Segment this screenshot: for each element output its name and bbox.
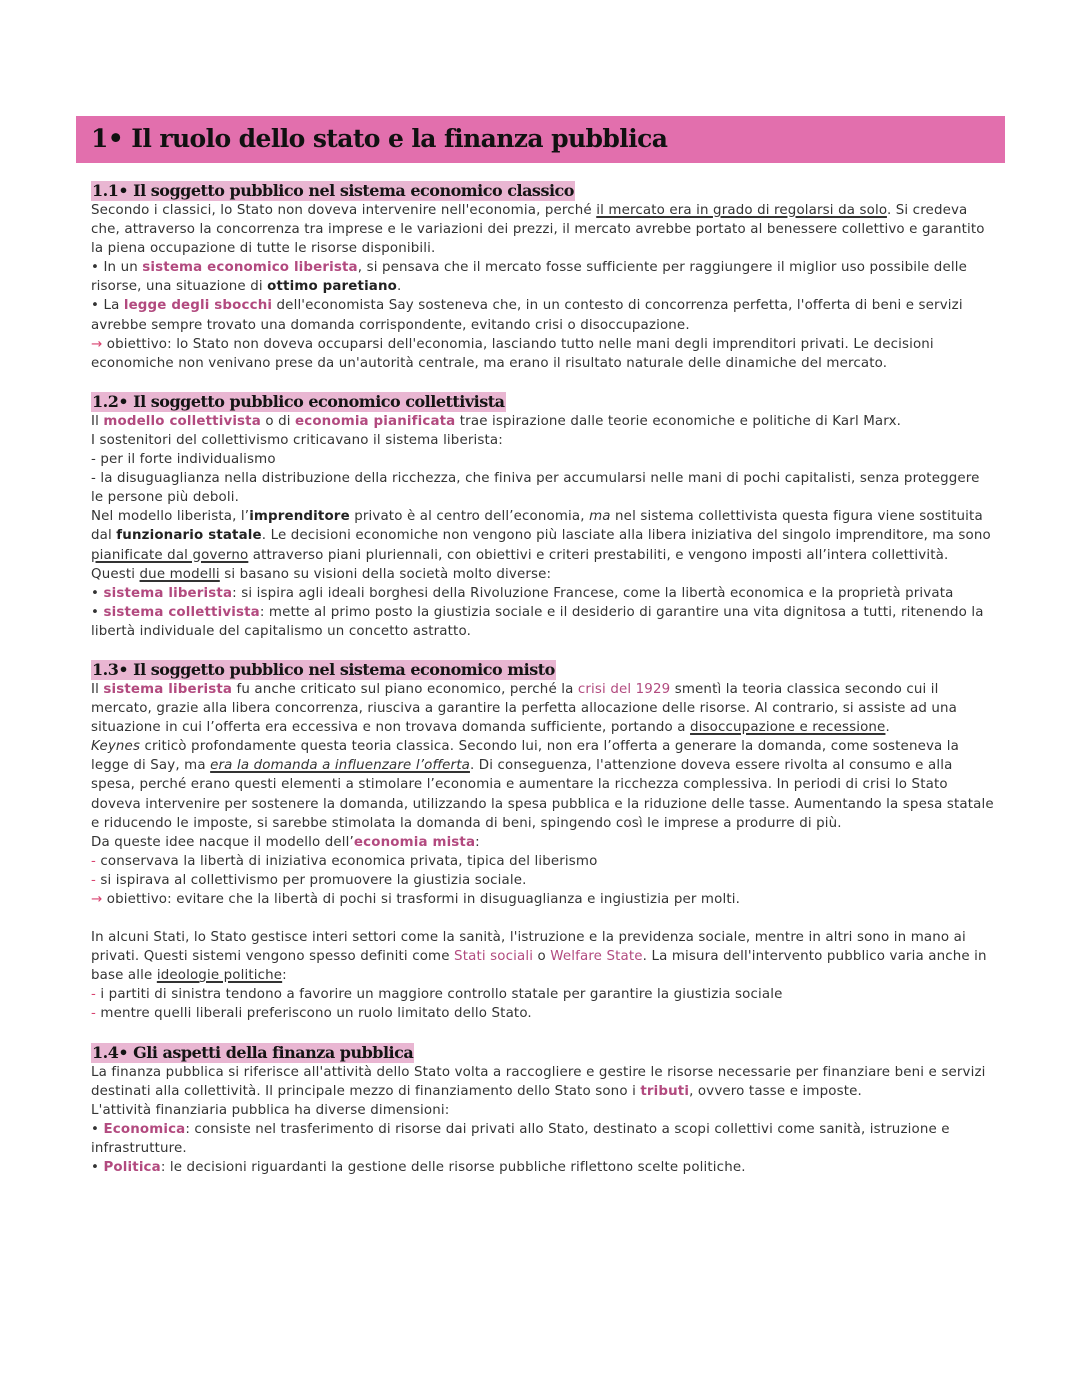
- text-run: • In un: [91, 260, 143, 276]
- text-run: In alcuni Stati, lo Stato gestisce interi settori come la sanità, l'istruzione e la previdenza sociale, mentre in altri sono in mano ai privati. Questi sistemi vengono spesso definiti come: [91, 930, 966, 965]
- key-term: modello collettivista: [103, 413, 261, 429]
- underlined-text: ideologie politiche: [156, 968, 283, 984]
- text-run: o di: [260, 413, 296, 429]
- section-1-4: [76, 1043, 1005, 1178]
- paragraph: [91, 985, 995, 1004]
- text-run: Il: [91, 413, 104, 429]
- text-run: nel sistema collettivista questa figura viene sostituita dal: [91, 509, 983, 544]
- paragraph: [91, 296, 995, 334]
- paragraph: [91, 871, 995, 890]
- list-marker: →: [91, 336, 103, 352]
- text-run: •: [91, 604, 104, 620]
- paragraph: [91, 412, 995, 431]
- text-run: • La: [91, 298, 124, 314]
- text-run: obiettivo: evitare che la libertà di pochi si trasformi in disuguaglianza e ingiustizia per molti.: [102, 892, 741, 907]
- italic-text: ma: [589, 509, 611, 525]
- text-run: Il: [91, 681, 104, 697]
- text-run: si ispirava al collettivismo per promuovere la giustizia sociale.: [95, 872, 527, 888]
- paragraph: [91, 450, 995, 469]
- document-page: [76, 116, 1005, 1196]
- key-term: Economica: [103, 1121, 186, 1137]
- key-term: economia pianificata: [295, 413, 456, 429]
- paragraph: [91, 852, 995, 871]
- paragraph: [91, 1120, 995, 1158]
- text-run: L'attività finanziaria pubblica ha diverse dimensioni:: [91, 1102, 450, 1118]
- text-run: dell'economista Say sosteneva che, in un contesto di concorrenza perfetta, l'offerta di beni e servizi avrebbe sempre trovato una domanda corrispondente, evitando crisi o disoccupazione.: [91, 298, 963, 333]
- text-run: : consiste nel trasferimento di risorse dai privati allo Stato, destinato a scopi collettivi come sanità, istruzione e infrastrutture.: [91, 1121, 950, 1156]
- section-body: [91, 412, 995, 641]
- paragraph: [91, 201, 995, 258]
- paragraph: [91, 565, 995, 584]
- key-term: tributi: [640, 1083, 690, 1099]
- section-body: [91, 201, 995, 373]
- section-1-1: [76, 181, 1005, 373]
- section-body: [91, 1063, 995, 1178]
- chapter-title: 1• Il ruolo dello stato e la finanza pubblica: [91, 124, 668, 153]
- section-heading: 1.4• Gli aspetti della finanza pubblica: [92, 1042, 414, 1062]
- paragraph: [91, 507, 995, 564]
- text-run: . La misura dell'intervento pubblico varia anche in base alle: [91, 949, 987, 984]
- paragraph: [91, 1158, 995, 1177]
- underlined-text: il mercato era in grado di regolarsi da solo: [596, 203, 887, 218]
- text-run: , si pensava che il mercato fosse sufficiente per raggiungere il miglior uso possibile delle risorse, una situazione di: [91, 260, 967, 295]
- paragraph: [91, 584, 995, 603]
- list-marker: -: [91, 987, 96, 1003]
- text-run: .: [885, 720, 890, 736]
- list-marker: -: [91, 872, 96, 888]
- text-run: . Si credeva che, attraverso la concorrenza tra imprese e le variazioni dei prezzi, il mercato avrebbe portato al benessere collettivo e garantito la piena occupazione di tutte le risorse disponibili.: [91, 203, 985, 257]
- section-body: [91, 680, 995, 1024]
- text-run: . Le decisioni economiche non vengono più lasciate alla libera iniziativa del singolo imprenditore, ma sono: [261, 528, 991, 544]
- text-run: fu anche criticato sul piano economico, perché la: [232, 681, 578, 697]
- underlined-text: pianificate dal governo: [91, 547, 249, 563]
- text-run: attraverso piani pluriennali, con obiettivi e criteri prestabiliti, e vengono imposti all’intera collettività.: [248, 547, 949, 563]
- text-run: Questi: [91, 566, 140, 582]
- text-run: Secondo i classici, lo Stato non doveva intervenire nell'economia, perché: [91, 203, 597, 218]
- italic-text: Keynes: [91, 739, 141, 755]
- key-term: legge degli sbocchi: [123, 298, 273, 314]
- paragraph: [91, 431, 995, 450]
- text-run: i partiti di sinistra tendono a favorire un maggiore controllo statale per garantire la giustizia sociale: [95, 987, 783, 1003]
- text-run: : si ispira agli ideali borghesi della Rivoluzione Francese, come la libertà economica e la proprietà privata: [232, 585, 954, 601]
- text-run: , ovvero tasse e imposte.: [689, 1083, 862, 1099]
- text-run: Nel modello liberista, l’: [91, 509, 250, 525]
- section-heading: 1.1• Il soggetto pubblico nel sistema economico classico: [92, 181, 574, 200]
- text-run: : mette al primo posto la giustizia sociale e il desiderio di garantire una vita dignitosa a tutti, ritenendo la libertà individuale del capitalismo un concetto astratto.: [91, 604, 984, 639]
- key-term: economia mista: [353, 834, 476, 850]
- list-marker: →: [91, 892, 103, 907]
- text-run: - la disuguaglianza nella distribuzione della ricchezza, che finiva per accumularsi nelle mani di pochi capitalisti, senza proteggere le persone più deboli.: [91, 471, 980, 506]
- bold-term: imprenditore: [249, 509, 350, 525]
- bold-term: funzionario statale: [116, 528, 262, 544]
- paragraph: [91, 737, 995, 832]
- paragraph: [91, 603, 995, 641]
- paragraph: [91, 469, 995, 507]
- key-term: Politica: [103, 1160, 161, 1176]
- underlined-italic-text: era la domanda a influenzare l’offerta: [210, 758, 470, 774]
- paragraph: [91, 1004, 995, 1023]
- section-heading: 1.2• Il soggetto pubblico economico collettivista: [92, 391, 505, 411]
- text-run: La finanza pubblica si riferisce all'attività dello Stato volta a raccogliere e gestire le risorse necessarie per finanziare beni e servizi destinati alla collettività. Il principale mezzo di finanziamento dello Stato sono i: [91, 1064, 986, 1099]
- text-run: :: [282, 968, 287, 984]
- list-marker: -: [91, 853, 96, 869]
- text-run: Da queste idee nacque il modello dell’: [91, 834, 354, 850]
- key-term: sistema economico liberista: [142, 260, 358, 276]
- text-run: .: [397, 279, 402, 295]
- key-term: crisi del 1929: [577, 681, 671, 697]
- paragraph: [91, 258, 995, 296]
- text-run: •: [91, 1160, 104, 1176]
- paragraph-spacer: [91, 909, 995, 928]
- paragraph: [91, 1101, 995, 1120]
- chapter-title-bar: [76, 116, 1005, 163]
- text-run: conservava la libertà di iniziativa economica privata, tipica del liberismo: [95, 853, 598, 869]
- bold-term: ottimo paretiano: [267, 279, 398, 295]
- text-run: smentì la teoria classica secondo cui il mercato, grazie alla libera concorrenza, riusciva a garantire la perfetta allocazione delle risorse. Al contrario, si assiste ad una situazione in cui l’offerta era eccessiva e non trovava domanda sufficiente, portando a: [91, 681, 958, 736]
- text-run: •: [91, 1121, 104, 1137]
- section-1-2: [76, 392, 1005, 641]
- underlined-text: disoccupazione e recessione: [690, 720, 886, 736]
- paragraph: [91, 833, 995, 852]
- text-run: trae ispirazione dalle teorie economiche e politiche di Karl Marx.: [455, 413, 902, 429]
- text-run: o: [533, 949, 551, 965]
- section-heading: 1.3• Il soggetto pubblico nel sistema economico misto: [92, 659, 555, 679]
- paragraph: [91, 335, 995, 373]
- text-run: : le decisioni riguardanti la gestione delle risorse pubbliche riflettono scelte politiche.: [160, 1160, 746, 1176]
- text-run: . Di conseguenza, l'attenzione doveva essere rivolta al consumo e alla spesa, perché erano questi elementi a stimolare l’economia e aumentare la ricchezza complessiva. In periodi di crisi lo Stato doveva intervenire per sostenere la domanda, utilizzando la spesa pubblica e la riduzione delle tasse. Aumentando la spesa statale e riducendo le imposte, si sarebbe stimolata la domanda di beni, spingendo così le imprese a produrre di più.: [91, 758, 994, 831]
- text-run: I sostenitori del collettivismo criticavano il sistema liberista:: [91, 432, 503, 448]
- text-run: si basano su visioni della società molto diverse:: [219, 566, 552, 582]
- paragraph: [91, 928, 995, 985]
- text-run: - per il forte individualismo: [91, 452, 276, 468]
- key-term: Stati sociali: [454, 949, 534, 965]
- text-run: criticò profondamente questa teoria classica. Secondo lui, non era l’offerta a generare la domanda, come sosteneva la legge di Say, ma: [91, 739, 960, 774]
- underlined-text: due modelli: [139, 566, 220, 582]
- text-run: :: [475, 834, 480, 850]
- list-marker: -: [91, 1006, 96, 1022]
- key-term: sistema liberista: [103, 681, 233, 697]
- text-run: privato è al centro dell’economia,: [349, 509, 590, 525]
- section-1-3: [76, 660, 1005, 1024]
- paragraph: [91, 680, 995, 737]
- key-term: sistema liberista: [103, 585, 233, 601]
- text-run: obiettivo: lo Stato non doveva occuparsi dell'economia, lasciando tutto nelle mani degli imprenditori privati. Le decisioni economiche non venivano prese da un'autorità centrale, ma erano il risultato naturale delle dinamiche del mercato.: [91, 336, 934, 371]
- text-run: mentre quelli liberali preferiscono un ruolo limitato dello Stato.: [95, 1006, 532, 1022]
- text-run: •: [91, 585, 104, 601]
- paragraph: [91, 1063, 995, 1101]
- key-term: Welfare State: [550, 949, 643, 965]
- key-term: sistema collettivista: [103, 604, 260, 620]
- paragraph: [91, 890, 995, 909]
